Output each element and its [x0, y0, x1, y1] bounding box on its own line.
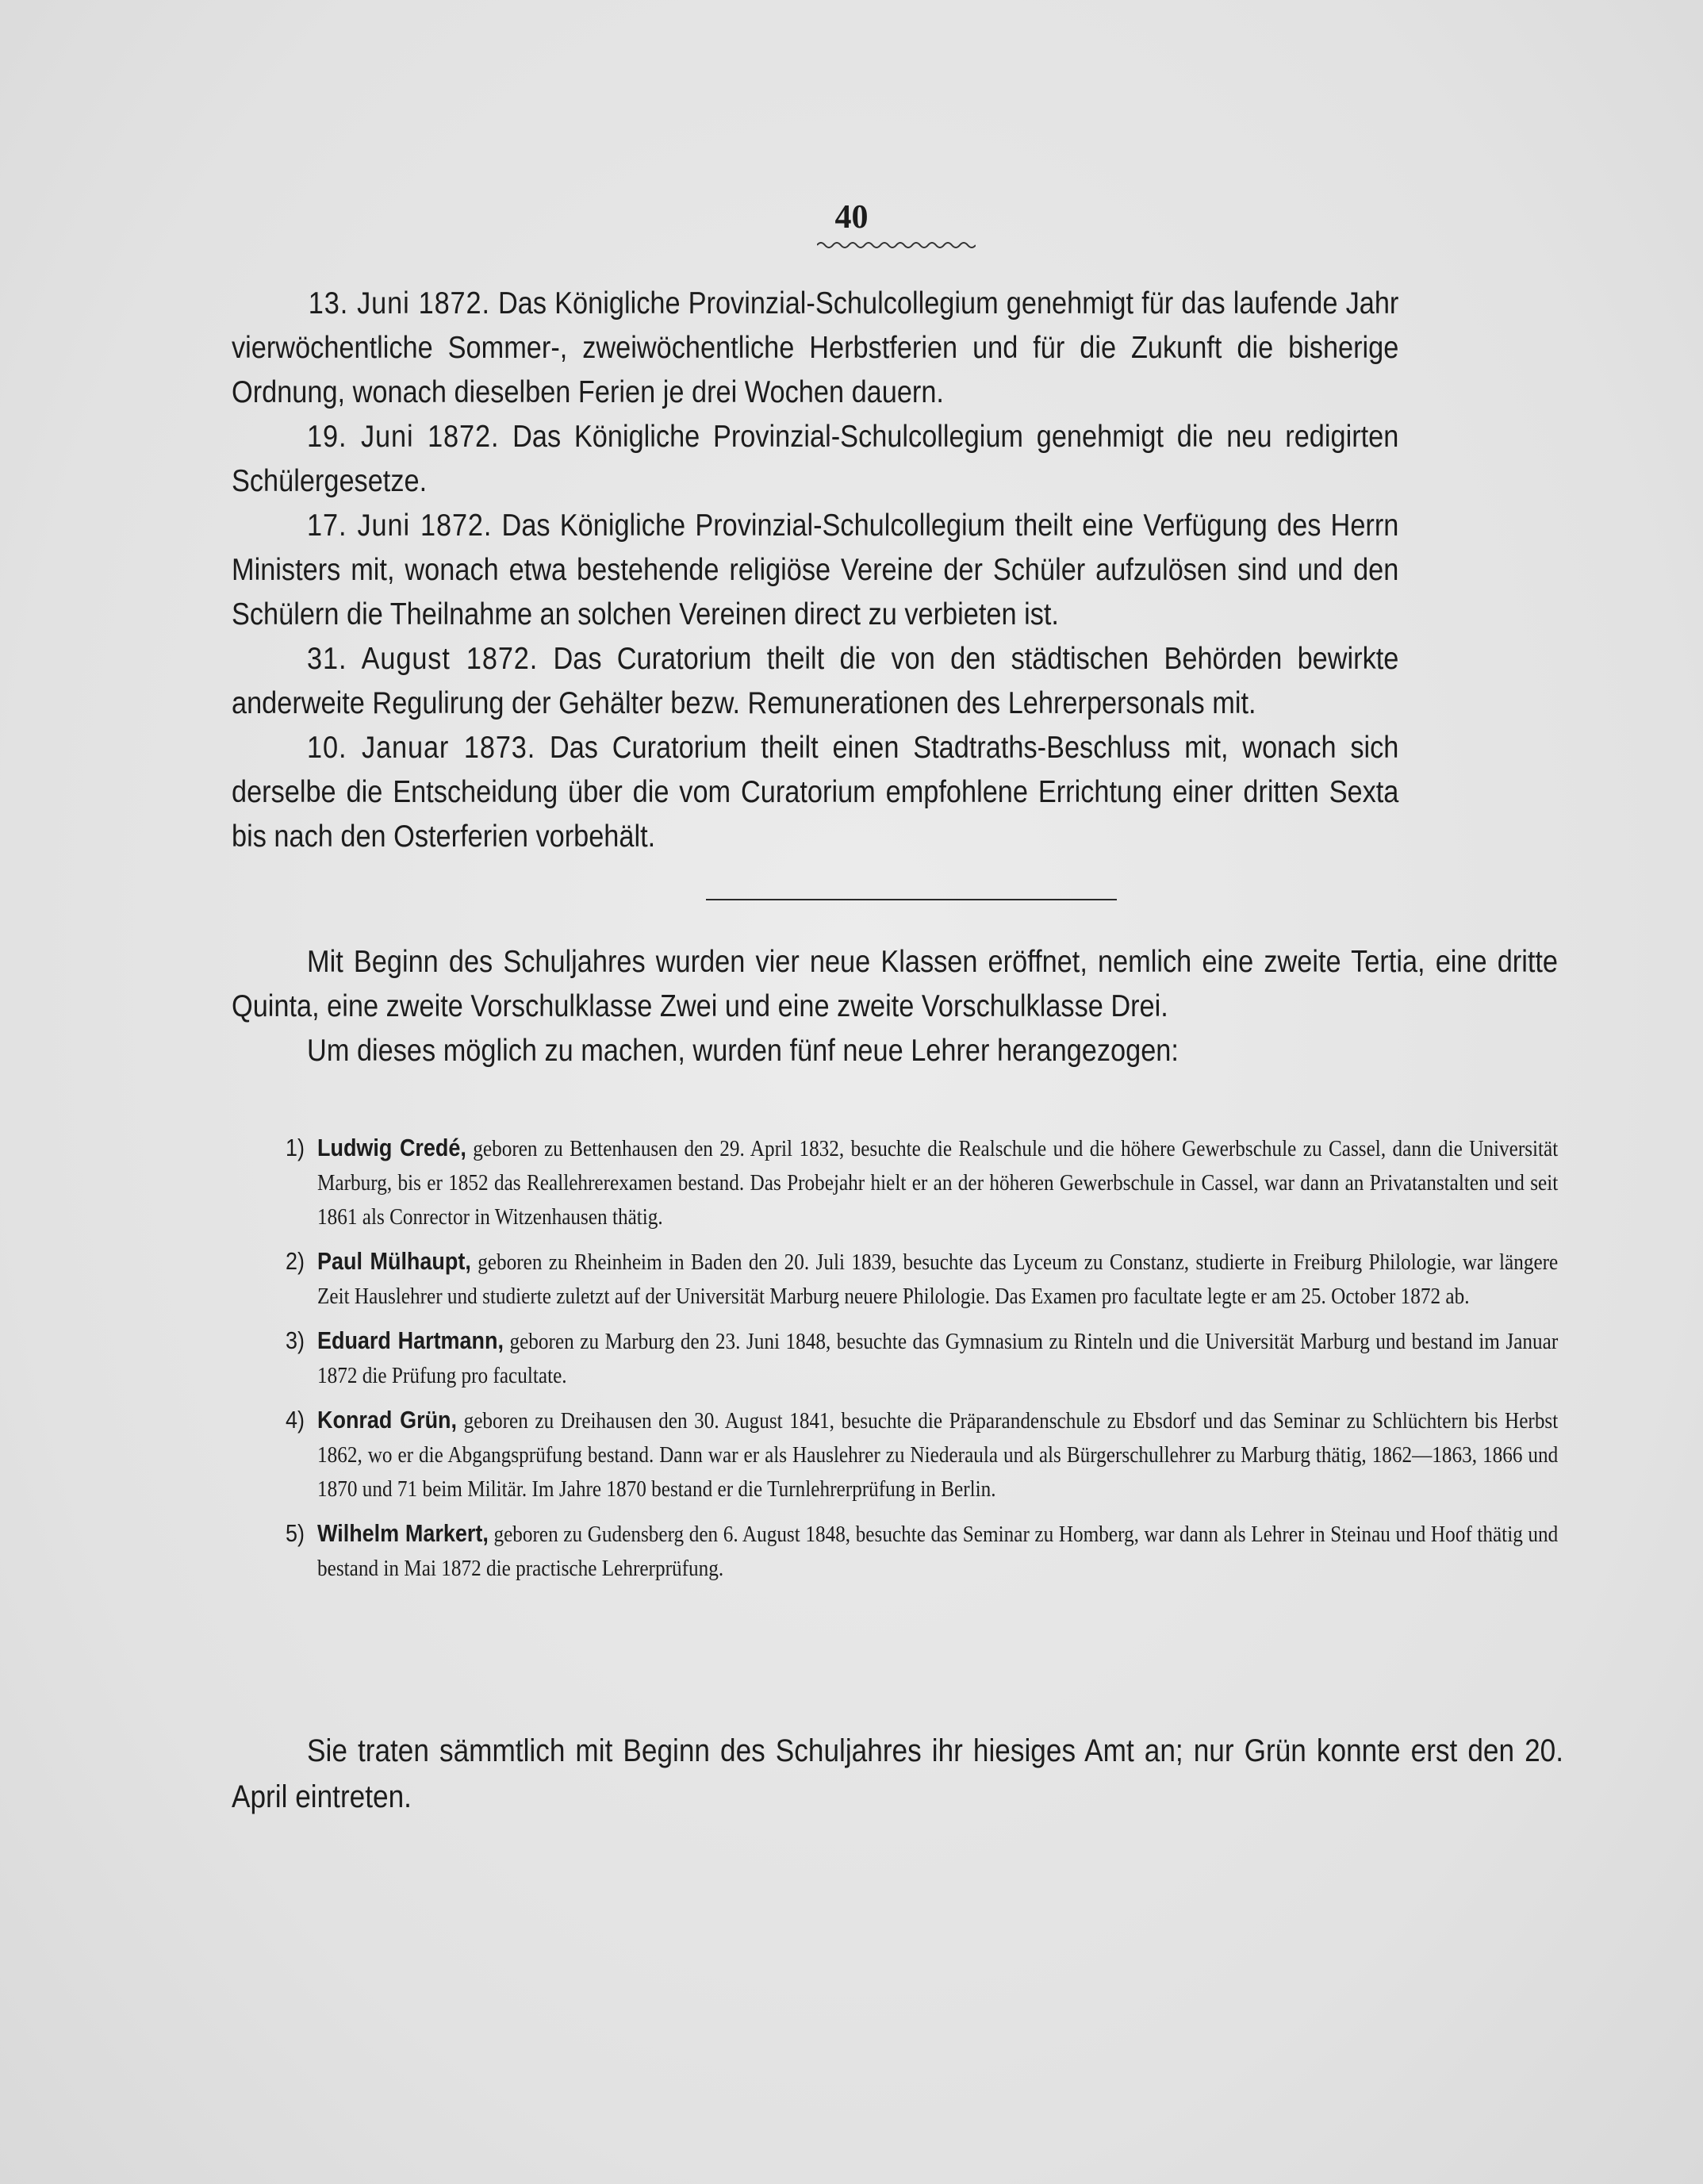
- teacher-name: Paul Mülhaupt,: [317, 1247, 471, 1275]
- entry-text: Das Curatorium theilt die von den städtischen Behörden bewirkte anderweite Regulirung der Gehälter bezw. Remunerationen des Lehrerpersonals mit.: [232, 642, 1399, 720]
- list-item: [285, 1403, 1559, 1507]
- new-classes-section: [232, 940, 1558, 1073]
- entry-text: Das Königliche Provinzial-Schulcollegium theilt eine Verfügung des Herrn Ministers mit, wonach etwa bestehende religiöse Vereine der Schüler aufzulösen sind und den Schülern die Theilnahme an solchen Vereinen direct zu verbieten ist.: [232, 509, 1399, 631]
- teacher-bio: geboren zu Marburg den 23. Juni 1848, besuchte das Gymnasium zu Rinteln und die Universität Marburg und bestand im Januar 1872 die Prüfung pro facultate.: [317, 1329, 1559, 1388]
- item-number: 4): [285, 1406, 305, 1434]
- teacher-bio: geboren zu Gudensberg den 6. August 1848, besuchte das Seminar zu Homberg, war dann als Lehrer in Steinau und Hoof thätig und bestand in Mai 1872 die practische Lehrerprüfung.: [317, 1522, 1559, 1581]
- teacher-bio: geboren zu Rheinheim in Baden den 20. Juli 1839, besuchte das Lyceum zu Constanz, studierte in Freiburg Philologie, war längere Zeit Hauslehrer und studierte zuletzt auf der Universität Marburg neuere Philologie. Das Examen pro facultate legte er am 25. October 1872 ab.: [317, 1249, 1559, 1309]
- entry-text: Das Königliche Provinzial-Schulcollegium genehmigt die neu redigirten Schülergesetze.: [232, 420, 1399, 498]
- entry-date: 19. Juni 1872.: [307, 420, 500, 454]
- entry-5: [232, 726, 1398, 859]
- entry-text: Das Königliche Provinzial-Schulcollegium genehmigt für das laufende Jahr vierwöchentliche Sommer-, zweiwöchentliche Herbstferien und für die Zukunft die bisherige Ordnung, wonach dieselben Ferien je drei Wochen dauern.: [232, 286, 1399, 409]
- entry-date: 13. Juni 1872.: [308, 286, 490, 320]
- entry-2: [232, 415, 1398, 504]
- list-item: [285, 1516, 1559, 1586]
- section-divider: [706, 899, 1117, 900]
- teacher-name: Ludwig Credé,: [317, 1134, 466, 1161]
- teacher-list: [285, 1130, 1559, 1586]
- list-item: [285, 1323, 1559, 1393]
- teacher-name: Konrad Grün,: [317, 1406, 458, 1434]
- entry-4: [232, 637, 1398, 726]
- teacher-bio: geboren zu Bettenhausen den 29. April 1832, besuchte die Realschule und die höhere Gewerbschule zu Cassel, dann die Universität Marburg, bis er 1852 das Reallehrerexamen bestand. Das Probejahr hielt er an der höheren Gewerbschule in Cassel, war dann an Privatanstalten und seit 1861 als Conrector in Witzenhausen thätig.: [317, 1136, 1559, 1230]
- closing-text: Sie traten sämmtlich mit Beginn des Schuljahres ihr hiesiges Amt an; nur Grün konnte erst den 20. April eintreten.: [232, 1733, 1564, 1814]
- closing-paragraph: [232, 1728, 1563, 1820]
- item-number: 5): [285, 1519, 305, 1547]
- ornament-line: [817, 240, 976, 251]
- entry-date: 17. Juni 1872.: [307, 509, 493, 543]
- teacher-name: Eduard Hartmann,: [317, 1326, 504, 1354]
- intro-paragraph: Mit Beginn des Schuljahres wurden vier neue Klassen eröffnet, nemlich eine zweite Tertia, eine dritte Quinta, eine zweite Vorschulklasse Zwei und eine zweite Vorschulklasse Drei.: [232, 945, 1558, 1023]
- item-number: 3): [285, 1326, 305, 1354]
- item-number: 1): [285, 1134, 305, 1161]
- list-item: [285, 1130, 1559, 1234]
- teacher-bio: geboren zu Dreihausen den 30. August 1841, besuchte die Präparandenschule zu Ebsdorf und das Seminar zu Schlüchtern bis Herbst 1862, wo er die Abgangsprüfung bestand. Dann war er als Hauslehrer zu Niederaula und als Bürgerschullehrer zu Marburg thätig, 1862—1863, 1866 und 1870 und 71 beim Militär. Im Jahre 1870 bestand er die Turnlehrerprüfung in Berlin.: [317, 1408, 1559, 1502]
- entry-3: [232, 504, 1398, 637]
- page-number: 40: [834, 199, 869, 236]
- teacher-name: Wilhelm Markert,: [317, 1519, 489, 1547]
- entry-date: 10. Januar 1873.: [307, 731, 536, 765]
- entry-1: [156, 282, 1398, 415]
- entry-text: Das Curatorium theilt einen Stadtraths-Beschluss mit, wonach sich derselbe die Entscheidung über die vom Curatorium empfohlene Errichtung einer dritten Sexta bis nach den Osterferien vorbehält.: [232, 731, 1399, 854]
- chronicle-entries: [232, 282, 1398, 859]
- entry-date: 31. August 1872.: [307, 642, 539, 676]
- intro-paragraph: Um dieses möglich zu machen, wurden fünf neue Lehrer herangezogen:: [307, 1034, 1179, 1068]
- list-item: [285, 1244, 1559, 1314]
- item-number: 2): [285, 1247, 305, 1275]
